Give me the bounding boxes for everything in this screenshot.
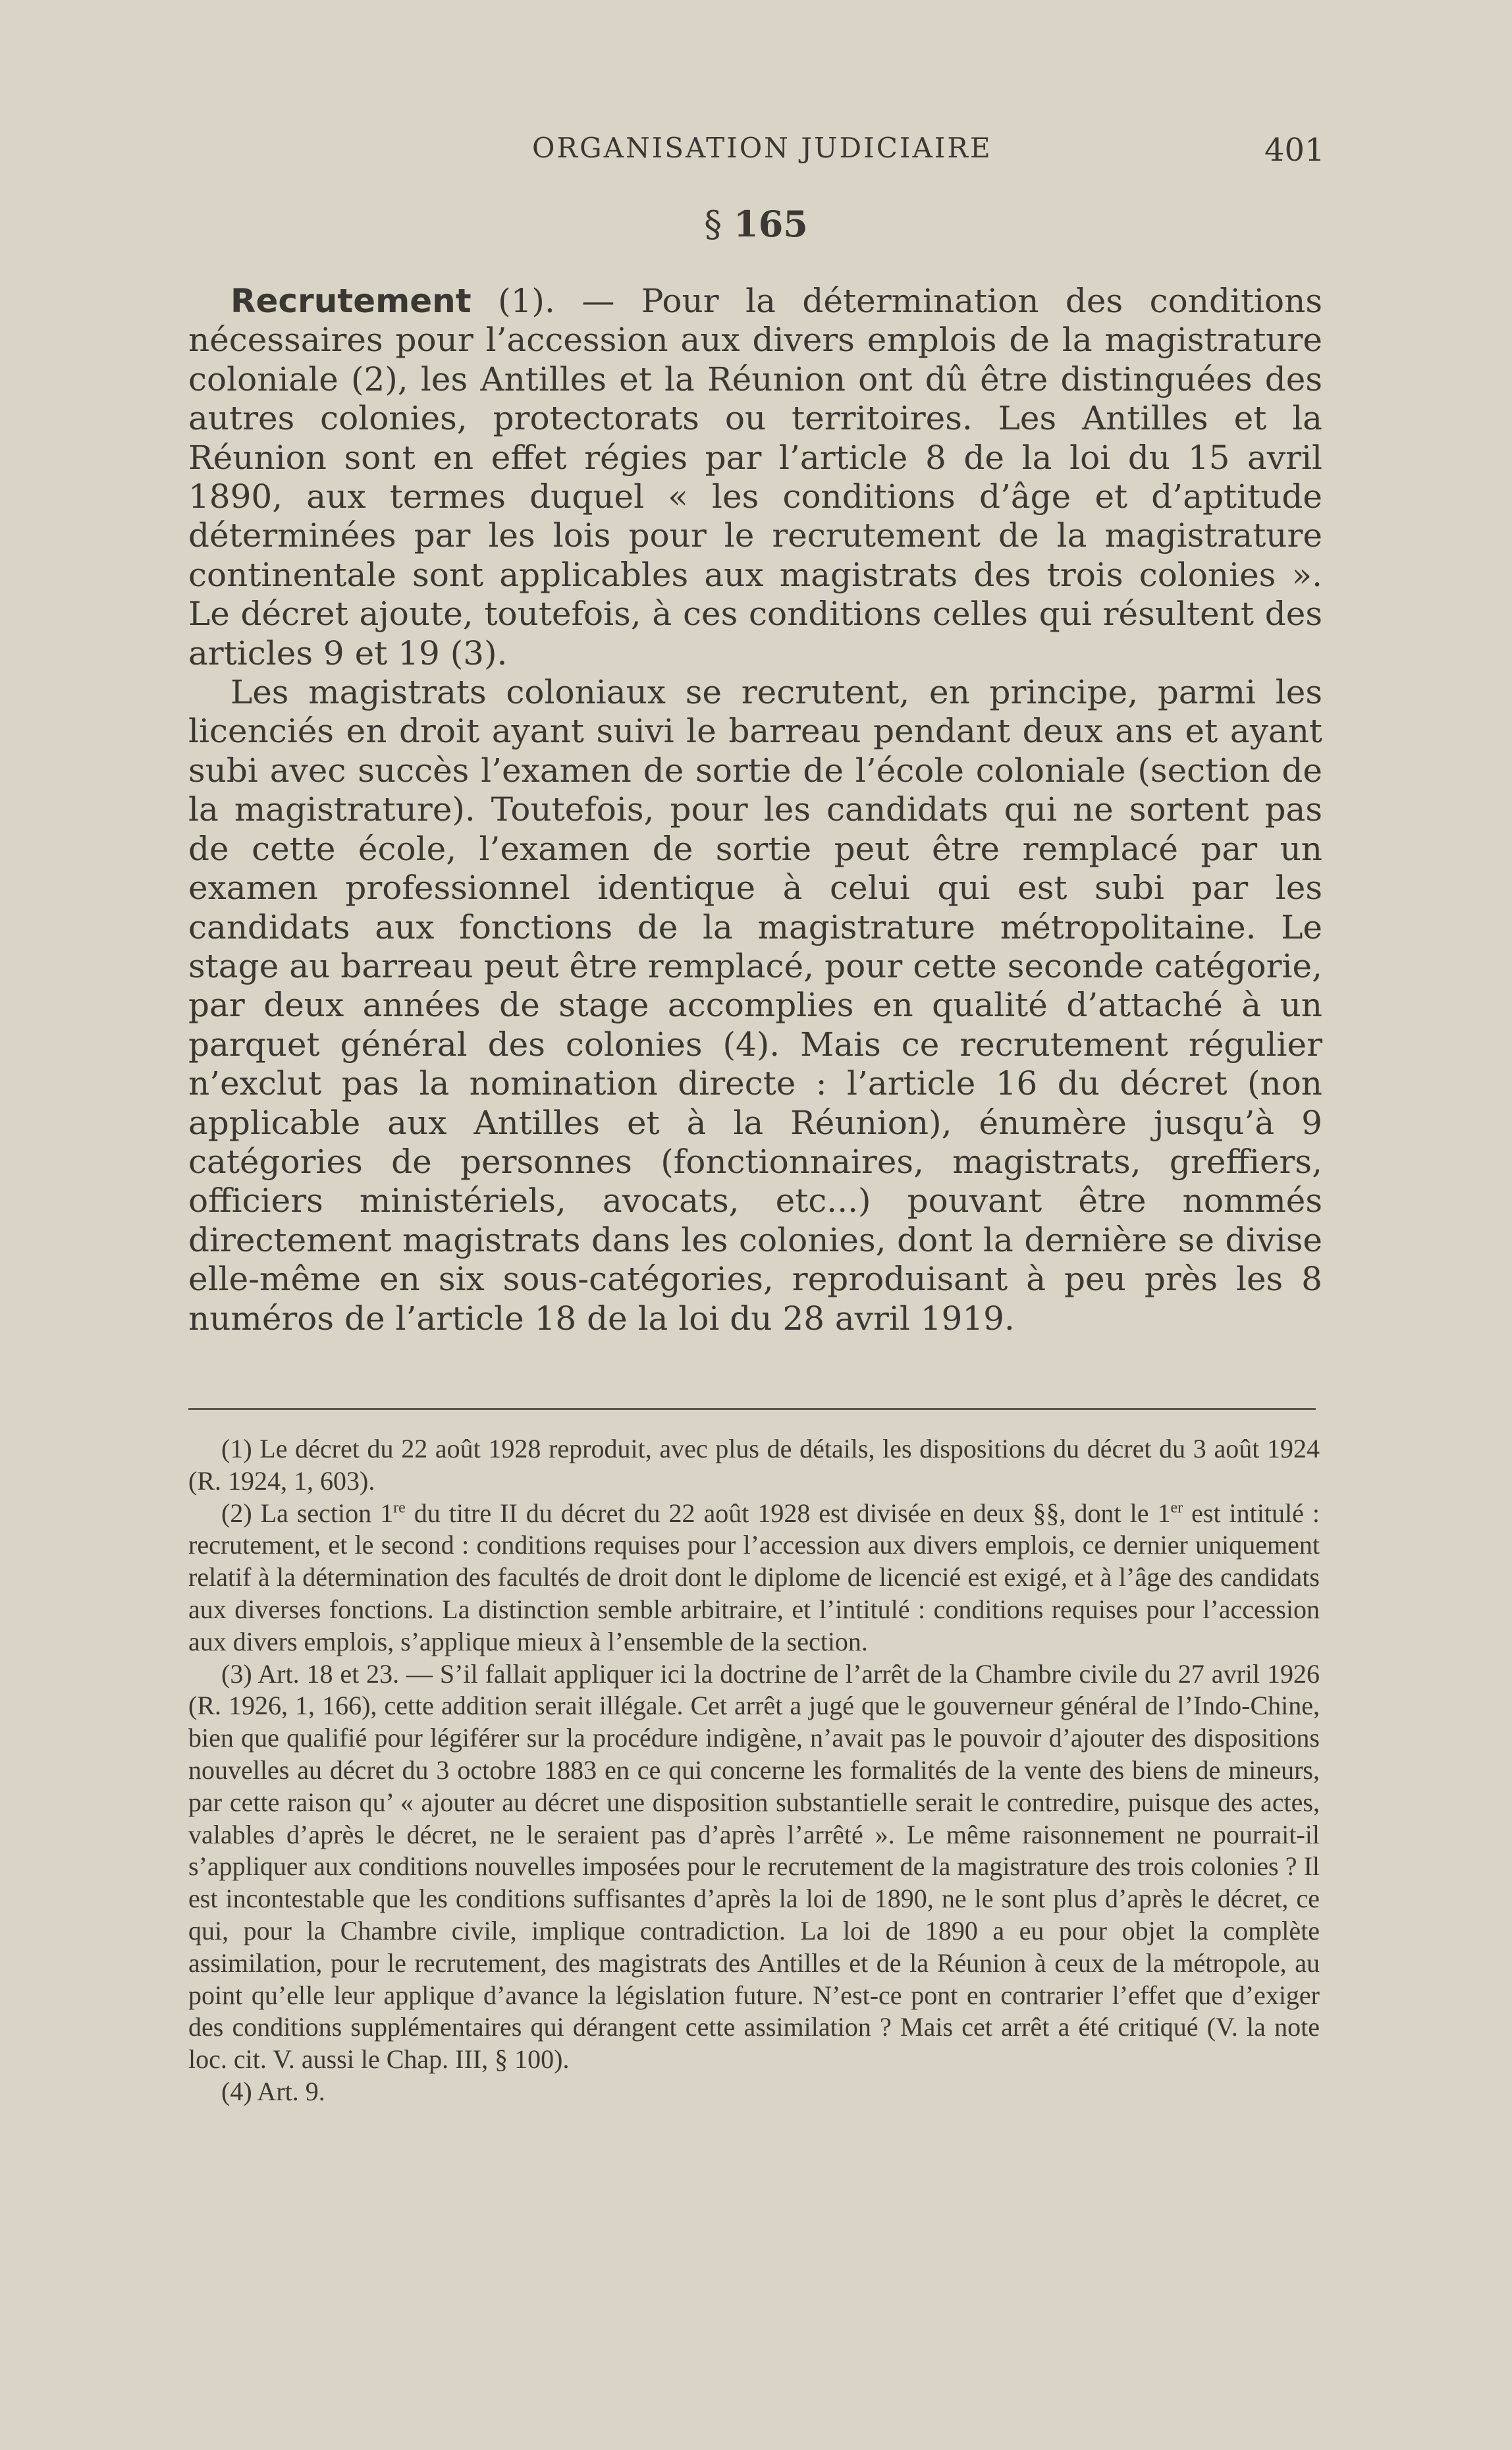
paragraph-1-text: (1). — Pour la détermination des conditions nécessaires pour l’accession aux divers emplois de la magistrature coloniale (2), les Antilles et la Réunion ont dû être distinguées des autres colonies, protectorats ou territoires. Les Antilles et la Réunion sont en effet régies par l’article 8 de la loi du 15 avril 1890, aux termes duquel « les conditions d’âge et d’aptitude déterminées par les lois pour le recrutement de la magistrature continentale sont applicables aux magistrats des trois colonies ». Le décret ajoute, toutefois, à ces conditions celles qui résultent des articles 9 et 19 (3).: [188, 282, 1322, 672]
footnote-divider: [188, 1408, 1316, 1410]
section-heading: [0, 203, 1512, 245]
superscript: er: [1170, 1499, 1183, 1517]
page-number: 401: [1264, 132, 1325, 169]
section-number: 165: [734, 203, 808, 245]
footnote-3: (3) Art. 18 et 23. — S’il fallait appliquer ici la doctrine de l’arrêt de la Chambre civile du 27 avril 1926 (R. 1926, 1, 166), cette addition serait illégale. Cet arrêt a jugé que le gouverneur général de l’Indo-Chine, bien que qualifié pour légiférer sur la procédure indigène, n’avait pas le pouvoir d’ajouter des dispositions nouvelles au décret du 3 octobre 1883 en ce qui concerne les formalités de la vente des biens de mineurs, par cette raison qu’ « ajouter au décret une disposition substantielle serait le contredire, puisque des actes, valables d’après le décret, ne le seraient pas d’après l’arrêté ». Le même raisonnement ne pourrait-il s’appliquer aux conditions nouvelles imposées pour le recrutement de la magistrature des trois colonies ? Il est incontestable que les conditions suffisantes d’après la loi de 1890, ne le sont plus d’après le décret, ce qui, pour la Chambre civile, implique contradiction. La loi de 1890 a eu pour objet la complète assimilation, pour le recrutement, des magistrats des Antilles et de la Réunion à ceux de la métropole, au point qu’elle leur applique d’avance la législation future. N’est-ce pont en contrarier l’effet que d’exiger des conditions supplémentaires qui dérangent cette assimilation ? Mais cet arrêt a été critiqué (V. la note loc. cit. V. aussi le Chap. III, § 100).: [188, 1658, 1320, 2075]
footnote-2-part: du titre II du décret du 22 août 1928 est divisée en deux §§, dont le 1: [405, 1498, 1171, 1528]
footnote-4: (4) Art. 9.: [221, 2076, 325, 2106]
paragraph-lead: Recrutement: [230, 282, 472, 320]
paragraph-1: [188, 282, 1322, 673]
section-symbol: §: [704, 204, 722, 245]
running-head: ORGANISATION JUDICIAIRE: [532, 132, 992, 164]
superscript: re: [393, 1499, 406, 1517]
main-text: [188, 282, 1322, 1338]
paragraph-2: Les magistrats coloniaux se recrutent, en principe, parmi les licenciés en droit ayant suivi le barreau pendant deux ans et ayant subi avec succès l’examen de sortie de l’école coloniale (section de la magistrature). Toutefois, pour les candidats qui ne sortent pas de cette école, l’examen de sortie peut être remplacé par un examen professionnel identique à celui qui est subi par les candidats aux fonctions de la magistrature métropolitaine. Le stage au barreau peut être remplacé, pour cette seconde catégorie, par deux années de stage accomplies en qualité d’attaché à un parquet général des colonies (4). Mais ce recrutement régulier n’exclut pas la nomination directe : l’article 16 du décret (non applicable aux Antilles et à la Réunion), énumère jusqu’à 9 catégories de personnes (fonctionnaires, magistrats, greffiers, officiers ministériels, avocats, etc...) pouvant être nommés directement magistrats dans les colonies, dont la dernière se divise elle-même en six sous-catégories, reproduisant à peu près les 8 numéros de l’article 18 de la loi du 28 avril 1919.: [188, 673, 1322, 1338]
footnotes: [188, 1433, 1320, 2108]
footnote-1: (1) Le décret du 22 août 1928 reproduit, avec plus de détails, les dispositions du décret du 3 août 1924 (R. 1924, 1, 603).: [188, 1434, 1320, 1496]
footnote-2-part: est intitulé : recrutement, et le second : conditions requises pour l’accession aux divers emplois, ce dernier uniquement relatif à la détermination des facultés de droit dont le diplome de licencié est exigé, et à l’âge des candidats aux diverses fonctions. La distinction semble arbitraire, et l’intitulé : conditions requises pour l’accession aux divers emplois, s’applique mieux à l’ensemble de la section.: [188, 1498, 1320, 1656]
footnote-2-part: (2) La section 1: [221, 1498, 394, 1528]
footnote-2: [188, 1498, 1320, 1658]
